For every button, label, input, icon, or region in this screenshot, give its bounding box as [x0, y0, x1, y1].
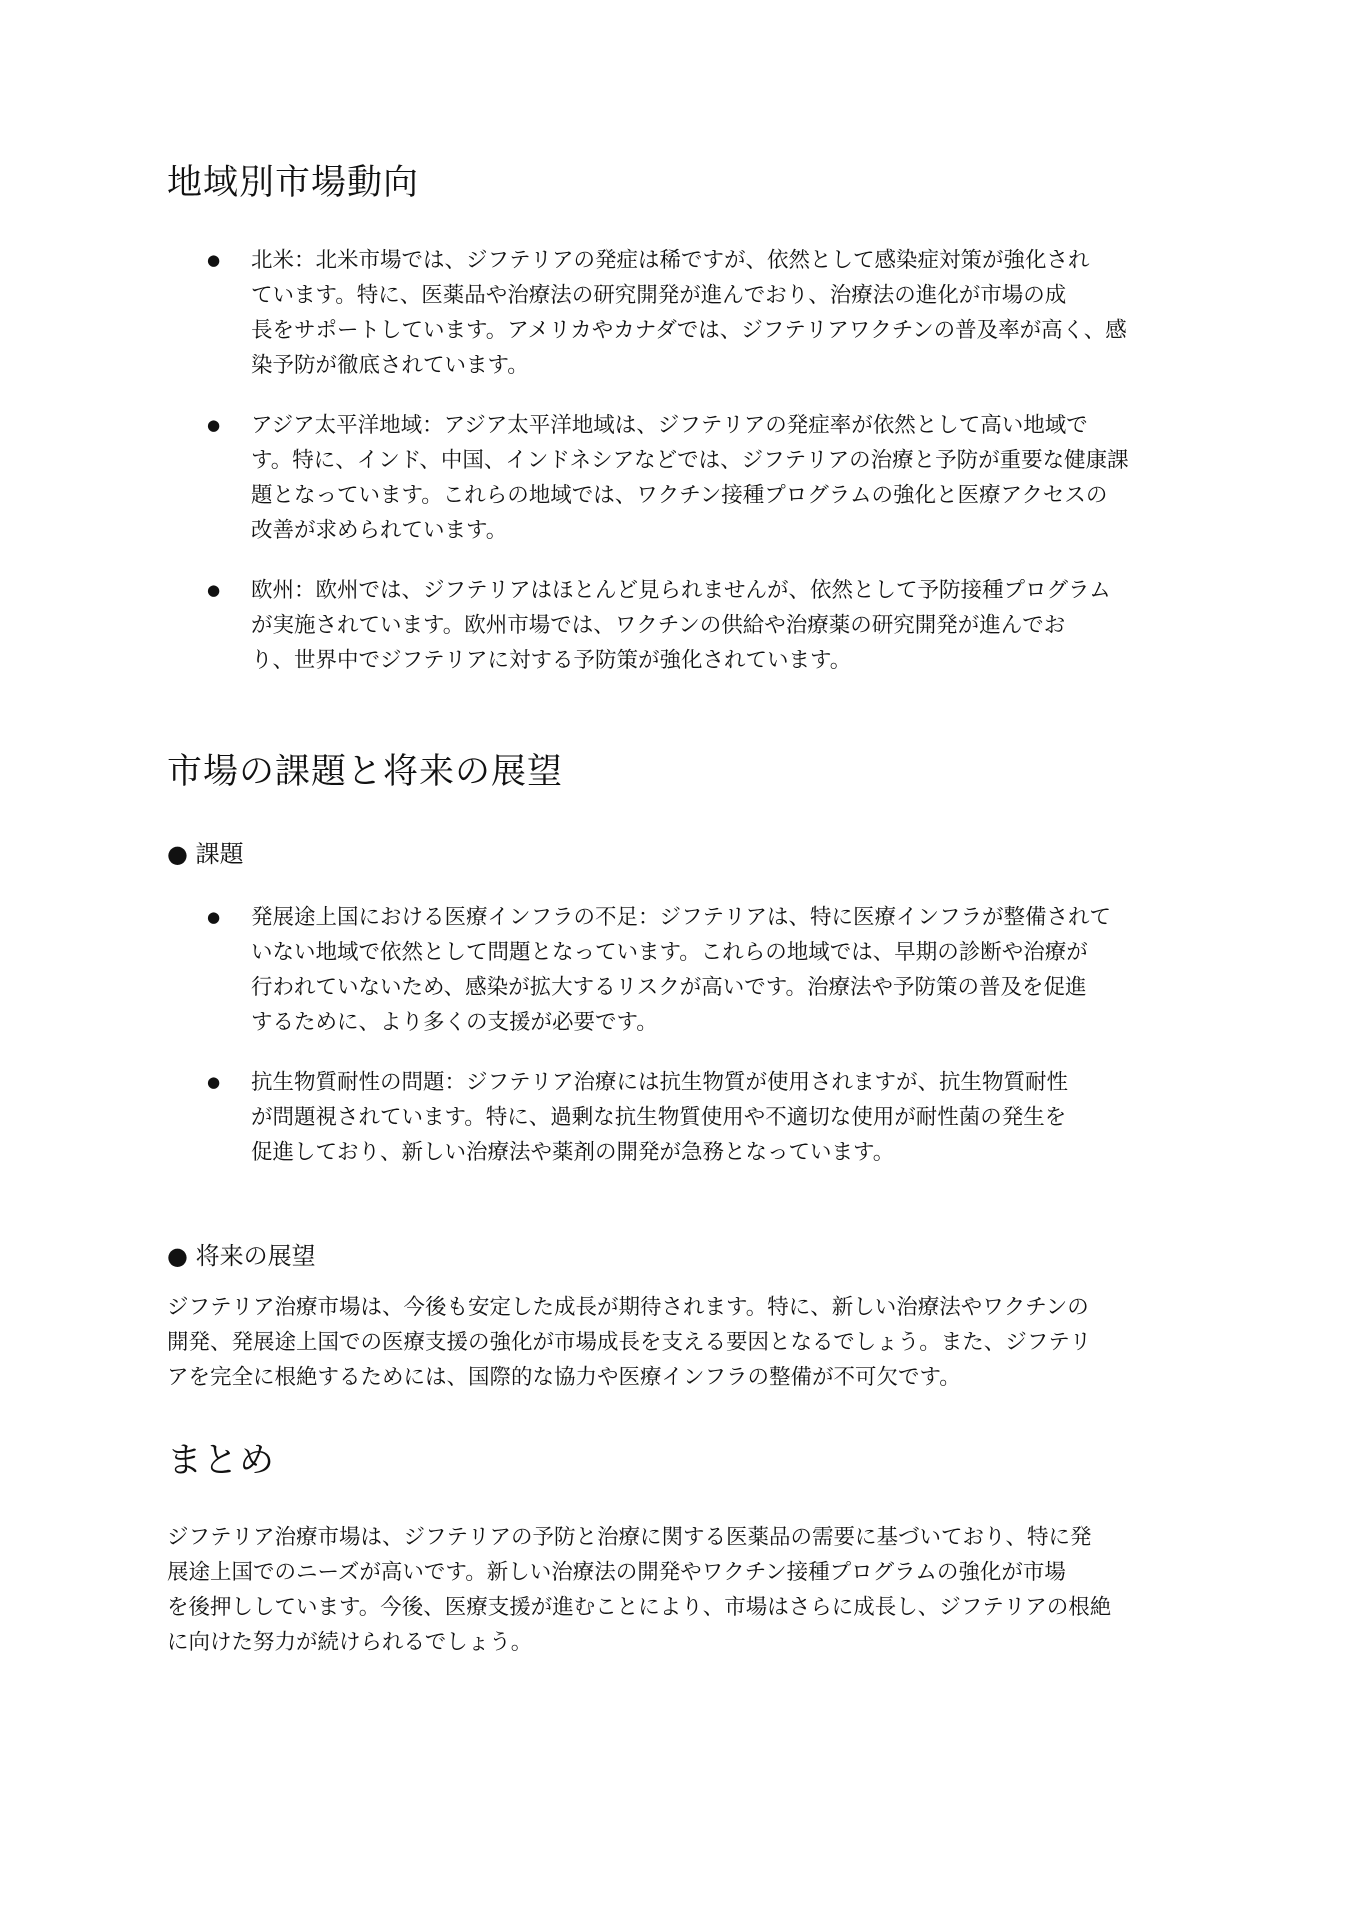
list-item: [207, 1065, 1207, 1170]
bullet-icon: ●: [207, 1073, 221, 1091]
list-item-text: アジア太平洋地域：アジア太平洋地域は、ジフテリアの発症率が依然として高い地域で す。特に、インド、中国、インドネシアなどでは、ジフテリアの治療と予防が重要な健康課 題となっています。これらの地域では、ワクチン接種プログラムの強化と医療アクセスの 改善が求められています。: [251, 413, 1129, 543]
list-item: [207, 408, 1207, 548]
list-item-text: 発展途上国における医療インフラの不足：ジフテリアは、特に医療インフラが整備されて いない地域で依然として問題となっています。これらの地域では、早期の診断や治療が 行われていないため、感染が拡大するリスクが高いです。治療法や予防策の普及を促進 するために、より多くの支援が必要です。: [251, 905, 1112, 1035]
subheading-challenges: ● 課題: [167, 840, 244, 868]
section-heading-summary: まとめ: [167, 1441, 276, 1481]
section-heading-challenges-outlook: 市場の課題と将来の展望: [167, 752, 564, 792]
bullet-icon: ●: [207, 416, 221, 434]
subheading-outlook: ● 将来の展望: [167, 1242, 316, 1270]
list-item: [207, 243, 1207, 383]
bullet-icon: ●: [207, 251, 221, 269]
summary-paragraph: ジフテリア治療市場は、ジフテリアの予防と治療に関する医薬品の需要に基づいており、特に発 展途上国でのニーズが高いです。新しい治療法の開発やワクチン接種プログラムの強化が市場 を後押ししています。今後、医療支援が進むことにより、市場はさらに成長し、ジフテリアの根絶 に向けた努力が続けられるでしょう。: [167, 1525, 1112, 1655]
list-item: [207, 573, 1207, 678]
bullet-icon: ●: [207, 581, 221, 599]
list-item: [207, 900, 1207, 1040]
outlook-paragraph: ジフテリア治療市場は、今後も安定した成長が期待されます。特に、新しい治療法やワクチンの 開発、発展途上国での医療支援の強化が市場成長を支える要因となるでしょう。また、ジフテリ アを完全に根絶するためには、国際的な協力や医療インフラの整備が不可欠です。: [167, 1295, 1092, 1390]
list-item-text: 抗生物質耐性の問題：ジフテリア治療には抗生物質が使用されますが、抗生物質耐性 が問題視されています。特に、過剰な抗生物質使用や不適切な使用が耐性菌の発生を 促進しており、新しい治療法や薬剤の開発が急務となっています。: [251, 1070, 1069, 1165]
section-heading-regional-trends: 地域別市場動向: [167, 163, 420, 203]
list-item-text: 北米：北米市場では、ジフテリアの発症は稀ですが、依然として感染症対策が強化され ています。特に、医薬品や治療法の研究開発が進んでおり、治療法の進化が市場の成 長をサポートしています。アメリカやカナダでは、ジフテリアワクチンの普及率が高く、感 染予防が徹底されています。: [251, 248, 1127, 378]
bullet-icon: ●: [207, 908, 221, 926]
list-item-text: 欧州：欧州では、ジフテリアはほとんど見られませんが、依然として予防接種プログラム が実施されています。欧州市場では、ワクチンの供給や治療薬の研究開発が進んでお り、世界中でジフテリアに対する予防策が強化されています。: [251, 578, 1111, 673]
